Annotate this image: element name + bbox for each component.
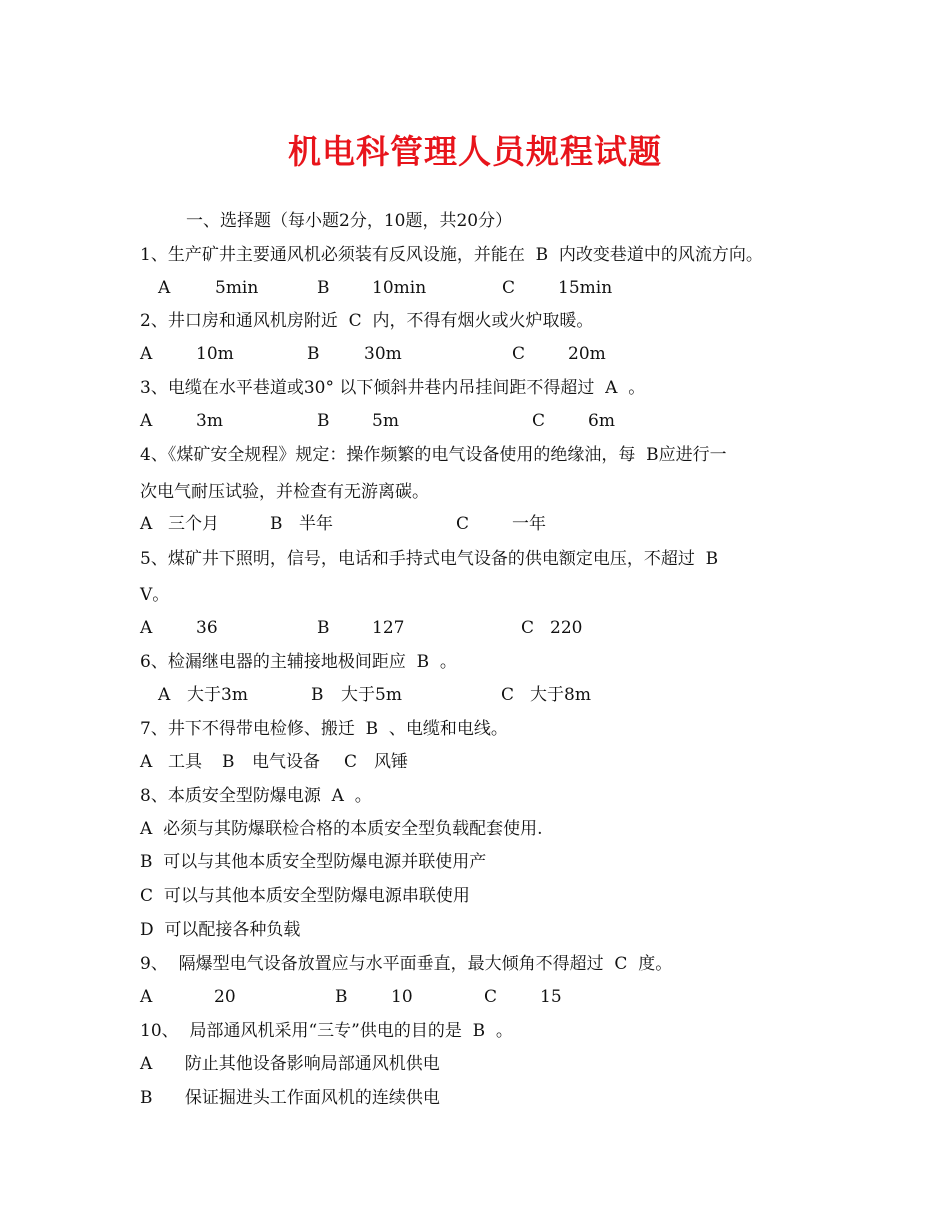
option-value: 10 [391,987,413,1007]
option-letter: A [140,344,153,364]
question-6: 6、检漏继电器的主辅接地极间距应 B 。 [140,652,457,672]
option-letter: B [307,344,320,364]
option-letter: C [484,987,498,1007]
option-letter: B [311,685,324,705]
option-value: 36 [196,618,218,638]
question-7: 7、井下不得带电检修、搬迁 B 、电缆和电线。 [140,719,508,739]
question-8-option-d: D 可以配接各种负载 [140,920,301,940]
option-value: 15 [540,987,562,1007]
option-value: 大于8m [530,685,591,705]
option-letter: C [344,752,358,772]
question-4-continued: 次电气耐压试验，并检查有无游离碳。 [140,482,429,502]
option-value: 大于5m [341,685,402,705]
option-value: 10m [196,344,234,364]
option-value: 220 [550,618,583,638]
option-letter: B [270,514,283,534]
question-5-continued: V。 [140,585,170,605]
option-value: 3m [196,411,223,431]
option-letter: A [140,618,153,638]
option-value: 工具 [168,752,202,772]
question-9: 9、 隔爆型电气设备放置应与水平面垂直，最大倾角不得超过 C 度。 [140,954,673,974]
question-7-options [140,751,840,773]
option-value: 风锤 [374,752,408,772]
question-9-options [140,986,840,1008]
question-2-options [140,343,840,365]
option-letter: C [456,514,470,534]
option-value: 20 [214,987,236,1007]
question-3-options [140,410,840,432]
option-value: 半年 [299,514,333,534]
option-letter: A [140,514,153,534]
option-value: 15min [558,278,613,298]
option-letter: A [158,685,171,705]
question-8-option-c: C 可以与其他本质安全型防爆电源串联使用 [140,886,470,906]
question-1-options [140,277,840,299]
question-8-option-b: B 可以与其他本质安全型防爆电源并联使用产 [140,852,487,872]
question-2: 2、井口房和通风机房附近 C 内，不得有烟火或火炉取暖。 [140,311,594,331]
page-title: 机电科管理人员规程试题 [288,132,662,171]
option-letter: C [521,618,535,638]
question-1: 1、生产矿井主要通风机必须装有反风设施，并能在 B 内改变巷道中的风流方向。 [140,245,763,265]
option-letter: A [140,987,153,1007]
question-4-options [140,513,840,535]
option-value: 127 [372,618,405,638]
option-value: 6m [588,411,615,431]
option-letter: C [512,344,526,364]
section-header: 一、选择题（每小题2分，10题，共20分） [186,211,513,231]
question-10: 10、 局部通风机采用“三专”供电的目的是 B 。 [140,1021,513,1041]
question-10-option-b: B 保证掘进头工作面风机的连续供电 [140,1088,440,1108]
option-letter: B [222,752,235,772]
option-value: 电气设备 [252,752,320,772]
option-value: 20m [568,344,606,364]
question-10-option-a: A 防止其他设备影响局部通风机供电 [140,1054,440,1074]
option-value: 10min [372,278,427,298]
option-letter: C [502,278,516,298]
option-value: 30m [364,344,402,364]
option-letter: B [317,278,330,298]
question-5: 5、煤矿井下照明，信号，电话和手持式电气设备的供电额定电压，不超过 B [140,549,719,569]
question-6-options [140,684,840,706]
option-value: 大于3m [187,685,248,705]
question-8-option-a: A 必须与其防爆联检合格的本质安全型负载配套使用. [140,819,543,839]
option-value: 5min [215,278,259,298]
option-value: 一年 [512,514,546,534]
option-letter: B [317,411,330,431]
option-value: 5m [372,411,399,431]
option-letter: C [501,685,515,705]
option-letter: A [140,411,153,431]
option-letter: A [140,752,153,772]
option-value: 三个月 [168,514,219,534]
question-5-options [140,617,840,639]
option-letter: A [158,278,171,298]
question-8: 8、本质安全型防爆电源 A 。 [140,786,372,806]
option-letter: B [335,987,348,1007]
option-letter: C [532,411,546,431]
question-4: 4、《煤矿安全规程》规定：操作频繁的电气设备使用的绝缘油，每 B应进行一 [140,445,727,465]
question-3: 3、电缆在水平巷道或30° 以下倾斜井巷内吊挂间距不得超过 A 。 [140,378,646,398]
option-letter: B [317,618,330,638]
